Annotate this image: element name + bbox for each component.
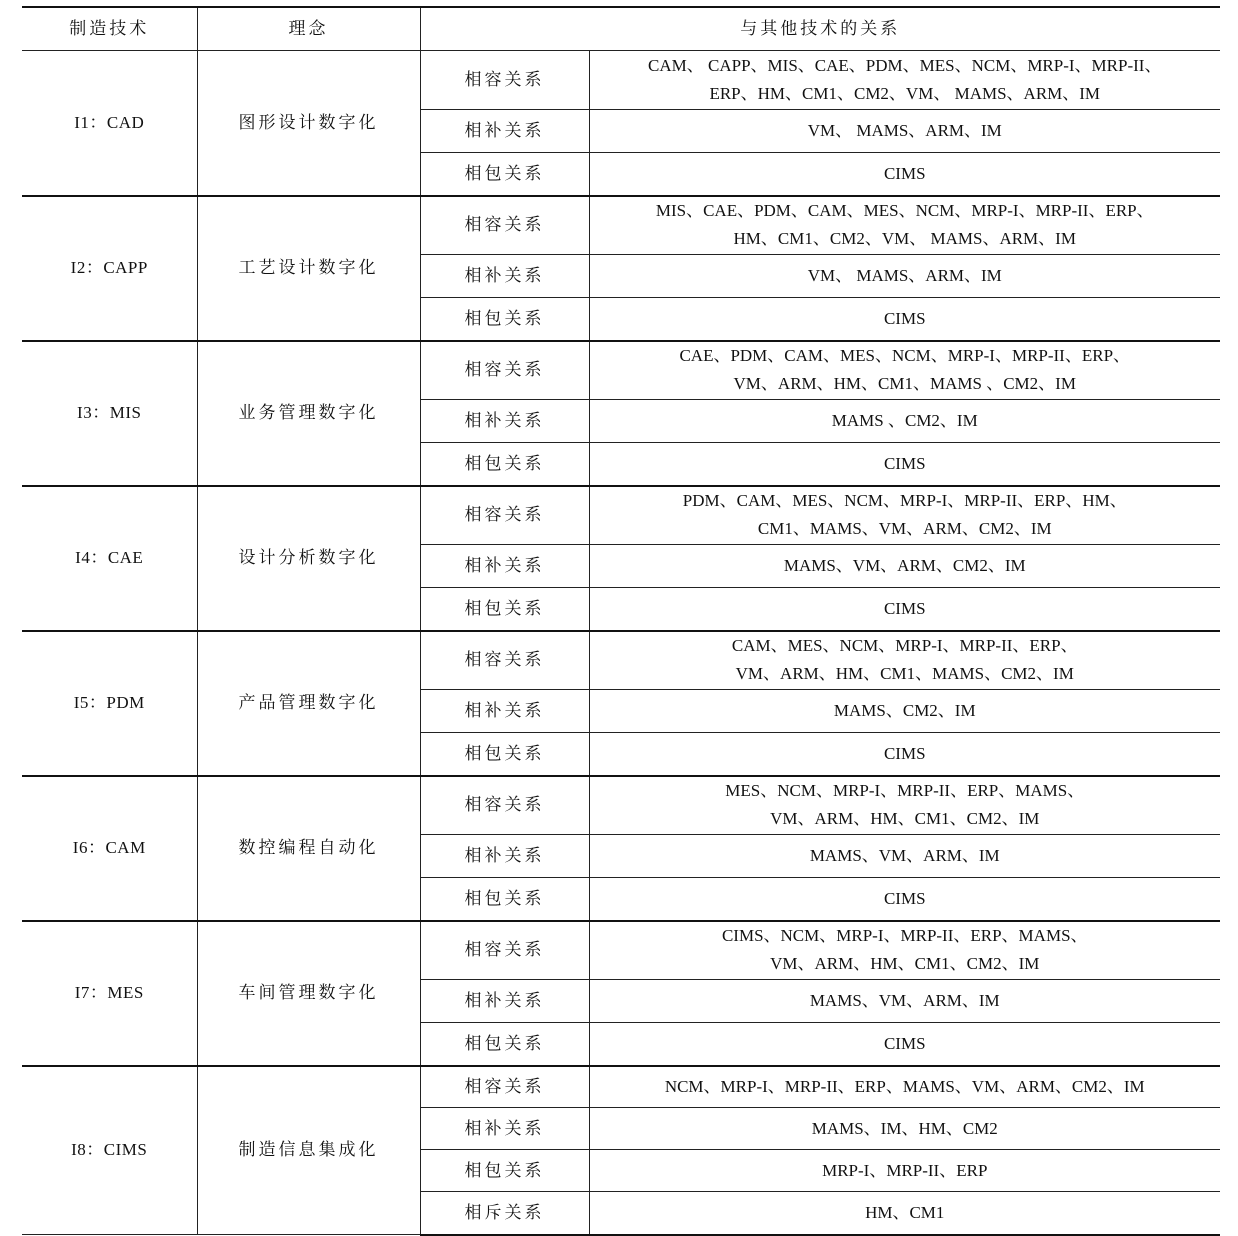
- table-row: [22, 196, 1220, 255]
- technology-relation-table: [22, 6, 1220, 1236]
- relation-type-cell: 相补关系: [420, 255, 589, 298]
- related-technologies-cell: CAM、MES、NCM、MRP-I、MRP-II、ERP、 VM、ARM、HM、CM1、MAMS、CM2、IM: [589, 631, 1220, 690]
- relation-type-cell: 相容关系: [420, 196, 589, 255]
- tech-name-cell: I3：MIS: [22, 341, 197, 486]
- related-technologies-cell: MAMS、VM、ARM、IM: [589, 980, 1220, 1023]
- relation-type-cell: 相包关系: [420, 588, 589, 631]
- related-technologies-cell: VM、 MAMS、ARM、IM: [589, 255, 1220, 298]
- related-technologies-cell: MAMS、IM、HM、CM2: [589, 1108, 1220, 1150]
- relation-type-cell: 相包关系: [420, 298, 589, 341]
- header-concept: 理念: [197, 7, 420, 51]
- relation-type-cell: 相补关系: [420, 545, 589, 588]
- table-row: [22, 51, 1220, 110]
- related-technologies-cell: MES、NCM、MRP-I、MRP-II、ERP、MAMS、 VM、ARM、HM、CM1、CM2、IM: [589, 776, 1220, 835]
- tech-name-cell: I1：CAD: [22, 51, 197, 196]
- relation-type-cell: 相补关系: [420, 835, 589, 878]
- concept-cell: 业务管理数字化: [197, 341, 420, 486]
- related-technologies-cell: MIS、CAE、PDM、CAM、MES、NCM、MRP-I、MRP-II、ERP、 HM、CM1、CM2、VM、 MAMS、ARM、IM: [589, 196, 1220, 255]
- relation-type-cell: 相容关系: [420, 486, 589, 545]
- related-technologies-cell: MRP-I、MRP-II、ERP: [589, 1150, 1220, 1192]
- concept-cell: 车间管理数字化: [197, 921, 420, 1066]
- table-row: [22, 776, 1220, 835]
- relation-type-cell: 相包关系: [420, 443, 589, 486]
- related-technologies-cell: HM、CM1: [589, 1192, 1220, 1235]
- relation-type-cell: 相包关系: [420, 1150, 589, 1192]
- table-row: [22, 486, 1220, 545]
- relation-type-cell: 相容关系: [420, 341, 589, 400]
- relation-type-cell: 相补关系: [420, 690, 589, 733]
- related-technologies-cell: CAM、 CAPP、MIS、CAE、PDM、MES、NCM、MRP-I、MRP-II、 ERP、HM、CM1、CM2、VM、 MAMS、ARM、IM: [589, 51, 1220, 110]
- table-row: [22, 1066, 1220, 1108]
- related-technologies-cell: MAMS 、CM2、IM: [589, 400, 1220, 443]
- related-technologies-cell: CIMS: [589, 298, 1220, 341]
- related-technologies-cell: PDM、CAM、MES、NCM、MRP-I、MRP-II、ERP、HM、 CM1、MAMS、VM、ARM、CM2、IM: [589, 486, 1220, 545]
- header-relation: 与其他技术的关系: [420, 7, 1220, 51]
- relation-type-cell: 相补关系: [420, 110, 589, 153]
- related-technologies-cell: MAMS、VM、ARM、IM: [589, 835, 1220, 878]
- relation-type-cell: 相包关系: [420, 733, 589, 776]
- related-technologies-cell: CIMS: [589, 733, 1220, 776]
- related-technologies-cell: CIMS、NCM、MRP-I、MRP-II、ERP、MAMS、 VM、ARM、HM、CM1、CM2、IM: [589, 921, 1220, 980]
- relation-type-cell: 相容关系: [420, 1066, 589, 1108]
- table-row: [22, 341, 1220, 400]
- related-technologies-cell: CIMS: [589, 878, 1220, 921]
- header-row: [22, 7, 1220, 51]
- header-tech: 制造技术: [22, 7, 197, 51]
- tech-name-cell: I5：PDM: [22, 631, 197, 776]
- concept-cell: 设计分析数字化: [197, 486, 420, 631]
- relation-type-cell: 相补关系: [420, 400, 589, 443]
- relation-type-cell: 相补关系: [420, 1108, 589, 1150]
- relation-type-cell: 相容关系: [420, 51, 589, 110]
- relation-type-cell: 相包关系: [420, 878, 589, 921]
- tech-name-cell: I8：CIMS: [22, 1066, 197, 1235]
- tech-name-cell: I4：CAE: [22, 486, 197, 631]
- related-technologies-cell: MAMS、VM、ARM、CM2、IM: [589, 545, 1220, 588]
- relation-type-cell: 相容关系: [420, 921, 589, 980]
- related-technologies-cell: VM、 MAMS、ARM、IM: [589, 110, 1220, 153]
- related-technologies-cell: CIMS: [589, 588, 1220, 631]
- related-technologies-cell: CIMS: [589, 153, 1220, 196]
- concept-cell: 图形设计数字化: [197, 51, 420, 196]
- concept-cell: 产品管理数字化: [197, 631, 420, 776]
- concept-cell: 数控编程自动化: [197, 776, 420, 921]
- related-technologies-cell: CIMS: [589, 1023, 1220, 1066]
- relation-type-cell: 相包关系: [420, 1023, 589, 1066]
- related-technologies-cell: MAMS、CM2、IM: [589, 690, 1220, 733]
- table-body: [22, 7, 1220, 1235]
- tech-name-cell: I2：CAPP: [22, 196, 197, 341]
- table-row: [22, 921, 1220, 980]
- table-row: [22, 631, 1220, 690]
- concept-cell: 制造信息集成化: [197, 1066, 420, 1235]
- related-technologies-cell: NCM、MRP-I、MRP-II、ERP、MAMS、VM、ARM、CM2、IM: [589, 1066, 1220, 1108]
- relation-type-cell: 相补关系: [420, 980, 589, 1023]
- relation-type-cell: 相斥关系: [420, 1192, 589, 1235]
- tech-name-cell: I7：MES: [22, 921, 197, 1066]
- relation-type-cell: 相包关系: [420, 153, 589, 196]
- concept-cell: 工艺设计数字化: [197, 196, 420, 341]
- relation-type-cell: 相容关系: [420, 776, 589, 835]
- related-technologies-cell: CAE、PDM、CAM、MES、NCM、MRP-I、MRP-II、ERP、 VM、ARM、HM、CM1、MAMS 、CM2、IM: [589, 341, 1220, 400]
- relation-type-cell: 相容关系: [420, 631, 589, 690]
- related-technologies-cell: CIMS: [589, 443, 1220, 486]
- tech-name-cell: I6：CAM: [22, 776, 197, 921]
